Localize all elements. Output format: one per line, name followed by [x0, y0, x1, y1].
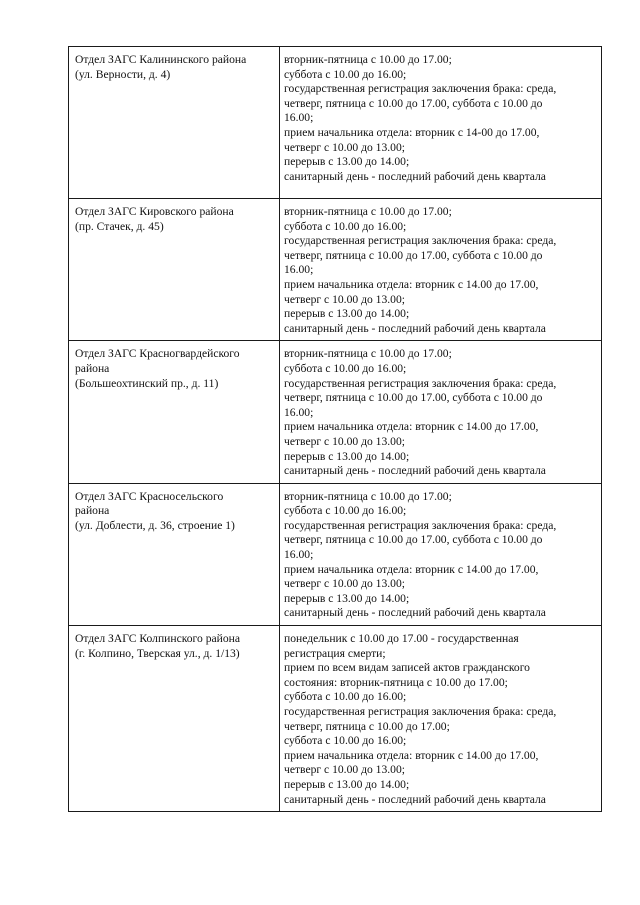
schedule-line: прием начальника отдела: вторник с 14.00 до 17.00,	[284, 748, 539, 762]
schedule-line: 16.00;	[284, 111, 314, 125]
schedule-line: 16.00;	[284, 405, 314, 419]
schedule-line: четверг, пятница с 10.00 до 17.00, суббота с 10.00 до	[284, 533, 543, 547]
table-row	[69, 199, 602, 341]
office-address: (пр. Стачек, д. 45)	[75, 219, 164, 233]
schedule-cell	[280, 47, 602, 199]
office-name: Отдел ЗАГС Колпинского района	[75, 632, 241, 646]
schedule-line: санитарный день - последний рабочий день квартала	[284, 792, 546, 806]
table-row	[69, 341, 602, 483]
schedule-line: вторник-пятница с 10.00 до 17.00;	[284, 205, 452, 218]
schedule-line: санитарный день - последний рабочий день квартала	[284, 606, 546, 620]
schedule-line: прием начальника отдела: вторник с 14-00 до 17.00,	[284, 125, 540, 139]
schedule-line: суббота с 10.00 до 16.00;	[284, 690, 407, 704]
table-row	[69, 483, 602, 625]
schedule-line: санитарный день - последний рабочий день квартала	[284, 321, 546, 335]
schedule-line: перерыв с 13.00 до 14.00;	[284, 777, 410, 791]
schedule-line: государственная регистрация заключения брака: среда,	[284, 518, 557, 532]
schedule-line: вторник-пятница с 10.00 до 17.00;	[284, 53, 452, 66]
schedule-line: четверг с 10.00 до 13.00;	[284, 140, 405, 154]
office-address: (ул. Доблести, д. 36, строение 1)	[75, 518, 235, 532]
schedule-line: понедельник с 10.00 до 17.00 - государственная	[284, 632, 519, 646]
schedule-line: четверг, пятница с 10.00 до 17.00, суббота с 10.00 до	[284, 96, 543, 110]
schedule-line: четверг, пятница с 10.00 до 17.00, суббота с 10.00 до	[284, 248, 543, 262]
schedule-line: суббота с 10.00 до 16.00;	[284, 67, 407, 81]
schedule-line: перерыв с 13.00 до 14.00;	[284, 449, 410, 463]
office-cell	[69, 47, 280, 199]
office-name: Отдел ЗАГС Калининского района	[75, 53, 247, 66]
schedule-line: состояния: вторник-пятница с 10.00 до 17.00;	[284, 675, 508, 689]
schedule-line: санитарный день - последний рабочий день квартала	[284, 464, 546, 478]
office-cell	[69, 626, 280, 812]
schedule-line: перерыв с 13.00 до 14.00;	[284, 307, 410, 321]
office-cell	[69, 483, 280, 625]
schedule-line: санитарный день - последний рабочий день квартала	[284, 169, 546, 183]
office-name: Отдел ЗАГС Кировского района	[75, 205, 234, 218]
schedule-line: прием начальника отдела: вторник с 14.00 до 17.00,	[284, 562, 539, 576]
schedule-line: четверг с 10.00 до 13.00;	[284, 577, 405, 591]
schedule-cell	[280, 483, 602, 625]
table-row	[69, 626, 602, 812]
schedule-line: прием по всем видам записей актов гражданского	[284, 661, 530, 675]
schedule-line: суббота с 10.00 до 16.00;	[284, 504, 407, 518]
schedule-line: прием начальника отдела: вторник с 14.00 до 17.00,	[284, 420, 539, 434]
schedule-line: государственная регистрация заключения брака: среда,	[284, 376, 557, 390]
schedule-line: государственная регистрация заключения брака: среда,	[284, 234, 557, 248]
office-cell	[69, 199, 280, 341]
office-name-continued: района	[75, 504, 110, 518]
registry-office-schedule-table	[68, 46, 602, 812]
schedule-line: четверг с 10.00 до 13.00;	[284, 434, 405, 448]
office-name-continued: района	[75, 361, 110, 375]
office-address: (г. Колпино, Тверская ул., д. 1/13)	[75, 646, 240, 660]
schedule-line: суббота с 10.00 до 16.00;	[284, 734, 407, 748]
office-name: Отдел ЗАГС Красносельского	[75, 489, 224, 503]
schedule-line: перерыв с 13.00 до 14.00;	[284, 591, 410, 605]
schedule-line: четверг, пятница с 10.00 до 17.00;	[284, 719, 450, 733]
schedule-line: 16.00;	[284, 548, 314, 562]
schedule-line: суббота с 10.00 до 16.00;	[284, 361, 407, 375]
schedule-line: прием начальника отдела: вторник с 14.00 до 17.00,	[284, 277, 539, 291]
schedule-cell	[280, 626, 602, 812]
schedule-line: четверг с 10.00 до 13.00;	[284, 292, 405, 306]
schedule-line: регистрация смерти;	[284, 646, 386, 660]
schedule-cell	[280, 199, 602, 341]
schedule-line: суббота с 10.00 до 16.00;	[284, 219, 407, 233]
schedule-cell	[280, 341, 602, 483]
schedule-line: четверг, пятница с 10.00 до 17.00, суббота с 10.00 до	[284, 391, 543, 405]
schedule-line: вторник-пятница с 10.00 до 17.00;	[284, 489, 452, 503]
schedule-line: перерыв с 13.00 до 14.00;	[284, 155, 410, 169]
schedule-line: государственная регистрация заключения брака: среда,	[284, 705, 557, 718]
office-address: (ул. Верности, д. 4)	[75, 67, 171, 81]
schedule-line: вторник-пятница с 10.00 до 17.00;	[284, 347, 452, 361]
schedule-line: государственная регистрация заключения брака: среда,	[284, 82, 557, 96]
schedule-line: 16.00;	[284, 263, 314, 277]
office-cell	[69, 341, 280, 483]
office-address: (Большеохтинский пр., д. 11)	[75, 376, 219, 390]
schedule-line: четверг с 10.00 до 13.00;	[284, 763, 405, 777]
table-row	[69, 47, 602, 199]
office-name: Отдел ЗАГС Красногвардейского	[75, 347, 240, 361]
